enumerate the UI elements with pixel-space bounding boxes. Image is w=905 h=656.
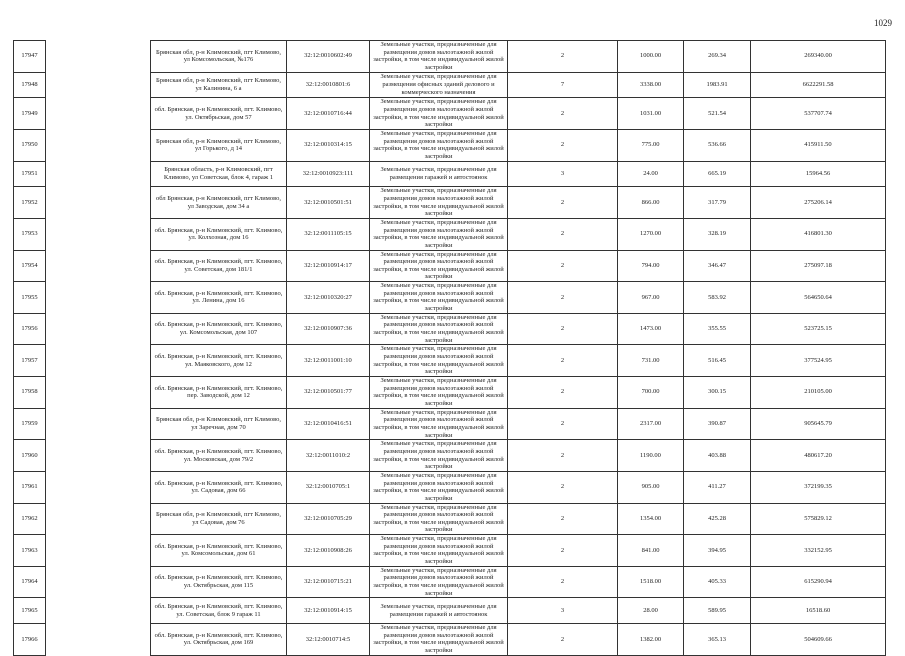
area-cell: 1518.00: [618, 566, 684, 598]
group-cell: 3: [508, 598, 618, 624]
cadastral-number-cell: 32:12:0010923:111: [287, 161, 370, 187]
specific-value-cell: 403.88: [684, 440, 751, 472]
cadastral-number-cell: 32:12:0010705:1: [287, 471, 370, 503]
area-cell: 700.00: [618, 377, 684, 409]
specific-value-cell: 425.28: [684, 503, 751, 535]
table-row: [14, 440, 886, 472]
table-row: [14, 408, 886, 440]
cadastral-value-cell: 332152.95: [751, 535, 886, 567]
land-use-cell: Земельные участки, предназначенные для размещения домов малоэтажной жилой застройки, в том числе индивидуальной жилой застройки: [370, 250, 508, 282]
cadastral-value-cell: 269340.00: [751, 41, 886, 73]
row-id: 17950: [14, 129, 46, 161]
group-cell: 2: [508, 503, 618, 535]
group-cell: 2: [508, 408, 618, 440]
address-cell: обл. Брянская, р-н Климовский, пгт. Климово, ул. Комсомольская, дом 107: [151, 313, 287, 345]
group-cell: 2: [508, 377, 618, 409]
group-cell: 2: [508, 98, 618, 130]
spacer-cell: [46, 471, 151, 503]
spacer-cell: [46, 566, 151, 598]
spacer-cell: [46, 440, 151, 472]
group-cell: 2: [508, 566, 618, 598]
specific-value-cell: 394.95: [684, 535, 751, 567]
spacer-cell: [46, 408, 151, 440]
table-row: [14, 377, 886, 409]
row-id: 17958: [14, 377, 46, 409]
spacer-cell: [46, 250, 151, 282]
spacer-cell: [46, 218, 151, 250]
row-id: 17963: [14, 535, 46, 567]
cadastral-number-cell: 32:12:0010501:51: [287, 187, 370, 219]
area-cell: 841.00: [618, 535, 684, 567]
cadastral-value-cell: 416801.30: [751, 218, 886, 250]
land-use-cell: Земельные участки, предназначенные для размещения домов малоэтажной жилой застройки, в том числе индивидуальной жилой застройки: [370, 503, 508, 535]
group-cell: 2: [508, 535, 618, 567]
cadastral-value-cell: 575829.12: [751, 503, 886, 535]
row-id: 17966: [14, 624, 46, 656]
address-cell: Брянская обл, р-н Климовский, пгт Климово, ул Комсомольская, №176: [151, 41, 287, 73]
area-cell: 3338.00: [618, 72, 684, 98]
specific-value-cell: 355.55: [684, 313, 751, 345]
row-id: 17959: [14, 408, 46, 440]
row-id: 17951: [14, 161, 46, 187]
address-cell: обл. Брянская, р-н Климовский, пгт. Климово, ул. Ленина, дом 16: [151, 282, 287, 314]
land-use-cell: Земельные участки, предназначенные для размещения домов малоэтажной жилой застройки, в том числе индивидуальной жилой застройки: [370, 471, 508, 503]
specific-value-cell: 405.33: [684, 566, 751, 598]
table-row: [14, 503, 886, 535]
table-row: [14, 250, 886, 282]
address-cell: обл. Брянская, р-н Климовский, пгт. Климово, пер. Заводской, дом 12: [151, 377, 287, 409]
address-cell: обл. Брянская, р-н Климовский, пгт. Климово, ул. Колхозная, дом 16: [151, 218, 287, 250]
address-cell: Брянская обл, р-н Климовский, пгт Климово, ул Горького, д 14: [151, 129, 287, 161]
row-id: 17948: [14, 72, 46, 98]
table-row: [14, 345, 886, 377]
land-use-cell: Земельные участки, предназначенные для размещения домов малоэтажной жилой застройки, в том числе индивидуальной жилой застройки: [370, 377, 508, 409]
spacer-cell: [46, 313, 151, 345]
area-cell: 967.00: [618, 282, 684, 314]
land-registry-table: [13, 40, 886, 656]
table-row: [14, 129, 886, 161]
cadastral-value-cell: 377524.95: [751, 345, 886, 377]
cadastral-value-cell: 372199.35: [751, 471, 886, 503]
area-cell: 24.00: [618, 161, 684, 187]
specific-value-cell: 328.19: [684, 218, 751, 250]
group-cell: 2: [508, 282, 618, 314]
table-row: [14, 624, 886, 656]
cadastral-value-cell: 16518.60: [751, 598, 886, 624]
row-id: 17954: [14, 250, 46, 282]
spacer-cell: [46, 187, 151, 219]
area-cell: 731.00: [618, 345, 684, 377]
cadastral-value-cell: 15964.56: [751, 161, 886, 187]
table-row: [14, 535, 886, 567]
cadastral-value-cell: 905645.79: [751, 408, 886, 440]
row-id: 17956: [14, 313, 46, 345]
area-cell: 1000.00: [618, 41, 684, 73]
area-cell: 28.00: [618, 598, 684, 624]
land-use-cell: Земельные участки, предназначенные для размещения домов малоэтажной жилой застройки, в том числе индивидуальной жилой застройки: [370, 535, 508, 567]
area-cell: 866.00: [618, 187, 684, 219]
table-row: [14, 598, 886, 624]
specific-value-cell: 346.47: [684, 250, 751, 282]
specific-value-cell: 536.66: [684, 129, 751, 161]
area-cell: 1382.00: [618, 624, 684, 656]
area-cell: 1031.00: [618, 98, 684, 130]
land-use-cell: Земельные участки, предназначенные для размещения домов малоэтажной жилой застройки, в том числе индивидуальной жилой застройки: [370, 624, 508, 656]
table-row: [14, 313, 886, 345]
area-cell: 775.00: [618, 129, 684, 161]
row-id: 17953: [14, 218, 46, 250]
area-cell: 1270.00: [618, 218, 684, 250]
spacer-cell: [46, 161, 151, 187]
group-cell: 2: [508, 345, 618, 377]
cadastral-number-cell: 32:12:0010714:5: [287, 624, 370, 656]
cadastral-number-cell: 32:12:0011001:10: [287, 345, 370, 377]
table-row: [14, 72, 886, 98]
cadastral-number-cell: 32:12:0010914:17: [287, 250, 370, 282]
row-id: 17960: [14, 440, 46, 472]
address-cell: Брянская обл, р-н Климовский, пгт Климово, ул Калинина, 6 а: [151, 72, 287, 98]
spacer-cell: [46, 624, 151, 656]
specific-value-cell: 411.27: [684, 471, 751, 503]
row-id: 17957: [14, 345, 46, 377]
specific-value-cell: 300.15: [684, 377, 751, 409]
table-row: [14, 161, 886, 187]
cadastral-number-cell: 32:12:0011105:15: [287, 218, 370, 250]
row-id: 17961: [14, 471, 46, 503]
land-use-cell: Земельные участки, предназначенные для размещения офисных зданий делового и коммерческого назначения: [370, 72, 508, 98]
cadastral-number-cell: 32:12:0010705:29: [287, 503, 370, 535]
area-cell: 1354.00: [618, 503, 684, 535]
cadastral-value-cell: 564650.64: [751, 282, 886, 314]
group-cell: 2: [508, 41, 618, 73]
group-cell: 2: [508, 440, 618, 472]
cadastral-number-cell: 32:12:0011010:2: [287, 440, 370, 472]
address-cell: обл. Брянская, р-н Климовский, пгт. Климово, ул. Садовая, дом 66: [151, 471, 287, 503]
address-cell: обл. Брянская, р-н Климовский, пгт. Климово, ул. Советская, блок 9 гараж 11: [151, 598, 287, 624]
cadastral-value-cell: 480617.20: [751, 440, 886, 472]
cadastral-value-cell: 415911.50: [751, 129, 886, 161]
land-use-cell: Земельные участки, предназначенные для размещения гаражей и автостоянок: [370, 161, 508, 187]
area-cell: 905.00: [618, 471, 684, 503]
address-cell: обл. Брянская, р-н Климовский, пгт. Климово, ул. Московская, дом 79/2: [151, 440, 287, 472]
spacer-cell: [46, 98, 151, 130]
table-row: [14, 187, 886, 219]
cadastral-number-cell: 32:12:0010908:26: [287, 535, 370, 567]
specific-value-cell: 583.92: [684, 282, 751, 314]
land-use-cell: Земельные участки, предназначенные для размещения домов малоэтажной жилой застройки, в том числе индивидуальной жилой застройки: [370, 218, 508, 250]
cadastral-value-cell: 6622291.58: [751, 72, 886, 98]
specific-value-cell: 317.79: [684, 187, 751, 219]
land-use-cell: Земельные участки, предназначенные для размещения домов малоэтажной жилой застройки, в том числе индивидуальной жилой застройки: [370, 345, 508, 377]
land-use-cell: Земельные участки, предназначенные для размещения домов малоэтажной жилой застройки, в том числе индивидуальной жилой застройки: [370, 282, 508, 314]
cadastral-number-cell: 32:12:0010501:77: [287, 377, 370, 409]
cadastral-value-cell: 275206.14: [751, 187, 886, 219]
address-cell: Брянская обл, р-н Климовский, пгт Климово, ул Садовая, дом 76: [151, 503, 287, 535]
table-row: [14, 41, 886, 73]
group-cell: 3: [508, 161, 618, 187]
cadastral-number-cell: 32:12:0010320:27: [287, 282, 370, 314]
table-row: [14, 566, 886, 598]
land-use-cell: Земельные участки, предназначенные для размещения домов малоэтажной жилой застройки, в том числе индивидуальной жилой застройки: [370, 440, 508, 472]
row-id: 17955: [14, 282, 46, 314]
group-cell: 2: [508, 624, 618, 656]
specific-value-cell: 589.95: [684, 598, 751, 624]
table-row: [14, 98, 886, 130]
address-cell: обл. Брянская, р-н Климовский, пгт. Климово, ул. Октябрьская, дом 57: [151, 98, 287, 130]
table-row: [14, 471, 886, 503]
row-id: 17947: [14, 41, 46, 73]
cadastral-value-cell: 275097.18: [751, 250, 886, 282]
cadastral-value-cell: 210105.00: [751, 377, 886, 409]
spacer-cell: [46, 129, 151, 161]
spacer-cell: [46, 503, 151, 535]
address-cell: Брянская обл, р-н Климовский, пгт Климово, ул Заречная, дом 70: [151, 408, 287, 440]
spacer-cell: [46, 377, 151, 409]
cadastral-number-cell: 32:12:0010416:51: [287, 408, 370, 440]
specific-value-cell: 269.34: [684, 41, 751, 73]
area-cell: 2317.00: [618, 408, 684, 440]
address-cell: обл Брянская, р-н Климовский, пгт Климово, ул Заводская, дом 34 а: [151, 187, 287, 219]
cadastral-number-cell: 32:12:0010716:44: [287, 98, 370, 130]
area-cell: 794.00: [618, 250, 684, 282]
area-cell: 1473.00: [618, 313, 684, 345]
specific-value-cell: 390.87: [684, 408, 751, 440]
page-number: 1029: [874, 18, 892, 28]
row-id: 17949: [14, 98, 46, 130]
address-cell: обл. Брянская, р-н Климовский, пгт. Климово, ул. Октябрьская, дом 169: [151, 624, 287, 656]
area-cell: 1190.00: [618, 440, 684, 472]
cadastral-value-cell: 504609.66: [751, 624, 886, 656]
address-cell: обл. Брянская, р-н Климовский, пгт. Климово, ул. Октябрьская, дом 115: [151, 566, 287, 598]
cadastral-value-cell: 523725.15: [751, 313, 886, 345]
group-cell: 2: [508, 187, 618, 219]
row-id: 17964: [14, 566, 46, 598]
table-row: [14, 218, 886, 250]
spacer-cell: [46, 598, 151, 624]
row-id: 17965: [14, 598, 46, 624]
land-use-cell: Земельные участки, предназначенные для размещения домов малоэтажной жилой застройки, в том числе индивидуальной жилой застройки: [370, 408, 508, 440]
specific-value-cell: 665.19: [684, 161, 751, 187]
group-cell: 2: [508, 129, 618, 161]
group-cell: 7: [508, 72, 618, 98]
land-use-cell: Земельные участки, предназначенные для размещения домов малоэтажной жилой застройки, в том числе индивидуальной жилой застройки: [370, 187, 508, 219]
specific-value-cell: 365.13: [684, 624, 751, 656]
specific-value-cell: 516.45: [684, 345, 751, 377]
land-use-cell: Земельные участки, предназначенные для размещения домов малоэтажной жилой застройки, в том числе индивидуальной жилой застройки: [370, 41, 508, 73]
land-use-cell: Земельные участки, предназначенные для размещения домов малоэтажной жилой застройки, в том числе индивидуальной жилой застройки: [370, 129, 508, 161]
cadastral-number-cell: 32:12:0010715:21: [287, 566, 370, 598]
group-cell: 2: [508, 471, 618, 503]
group-cell: 2: [508, 250, 618, 282]
land-use-cell: Земельные участки, предназначенные для размещения домов малоэтажной жилой застройки, в том числе индивидуальной жилой застройки: [370, 566, 508, 598]
spacer-cell: [46, 41, 151, 73]
land-use-cell: Земельные участки, предназначенные для размещения гаражей и автостоянок: [370, 598, 508, 624]
spacer-cell: [46, 72, 151, 98]
row-id: 17952: [14, 187, 46, 219]
cadastral-number-cell: 32:12:0010907:36: [287, 313, 370, 345]
cadastral-number-cell: 32:12:0010914:15: [287, 598, 370, 624]
row-id: 17962: [14, 503, 46, 535]
address-cell: обл. Брянская, р-н Климовский, пгт. Климово, ул. Советская, дом 181/1: [151, 250, 287, 282]
cadastral-value-cell: 615290.94: [751, 566, 886, 598]
group-cell: 2: [508, 218, 618, 250]
group-cell: 2: [508, 313, 618, 345]
table-row: [14, 282, 886, 314]
land-use-cell: Земельные участки, предназначенные для размещения домов малоэтажной жилой застройки, в том числе индивидуальной жилой застройки: [370, 313, 508, 345]
spacer-cell: [46, 282, 151, 314]
specific-value-cell: 1983.91: [684, 72, 751, 98]
cadastral-number-cell: 32:12:0010602:49: [287, 41, 370, 73]
cadastral-number-cell: 32:12:0010801:6: [287, 72, 370, 98]
spacer-cell: [46, 535, 151, 567]
cadastral-number-cell: 32:12:0010314:15: [287, 129, 370, 161]
specific-value-cell: 521.54: [684, 98, 751, 130]
address-cell: обл. Брянская, р-н Климовский, пгт. Климово, ул. Маяковского, дом 12: [151, 345, 287, 377]
address-cell: Брянская область, р-н Климовский, пгт Климово, ул Советская, блок 4, гараж 1: [151, 161, 287, 187]
address-cell: обл. Брянская, р-н Климовский, пгт. Климово, ул. Комсомольская, дом 61: [151, 535, 287, 567]
land-use-cell: Земельные участки, предназначенные для размещения домов малоэтажной жилой застройки, в том числе индивидуальной жилой застройки: [370, 98, 508, 130]
spacer-cell: [46, 345, 151, 377]
cadastral-value-cell: 537707.74: [751, 98, 886, 130]
